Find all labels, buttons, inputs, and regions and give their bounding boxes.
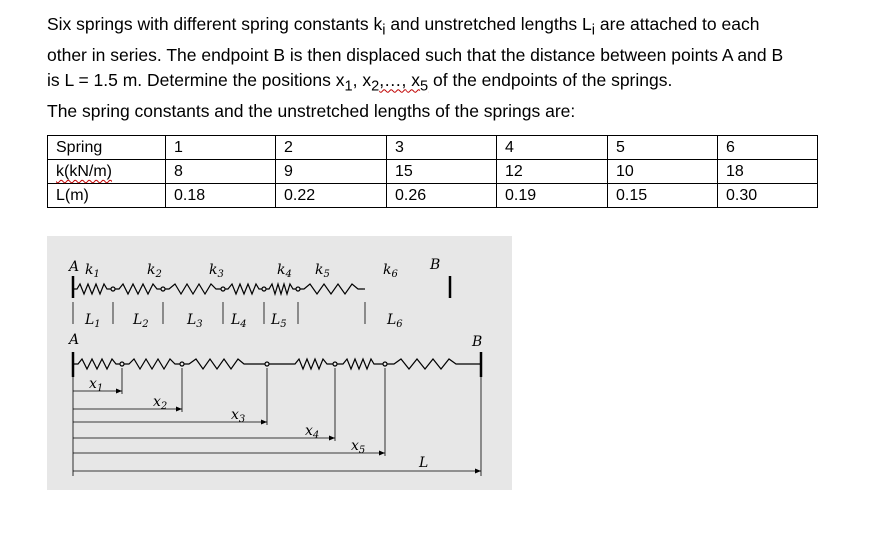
spring-6-unstretched <box>300 284 363 294</box>
joint <box>296 287 300 291</box>
table-cell: 0.22 <box>276 184 387 208</box>
x5-label: $x_5$ <box>351 438 366 456</box>
arrowhead <box>261 420 267 425</box>
spring-1-unstretched <box>73 284 111 294</box>
x1-label: $x_1$ <box>89 376 104 394</box>
table-cell: 9 <box>276 160 387 184</box>
arrowhead <box>329 436 335 441</box>
table-cell: 4 <box>497 136 608 160</box>
table-cell: Spring <box>48 136 166 160</box>
l1-label: $L_1$ <box>85 312 101 330</box>
table-row <box>48 136 818 160</box>
arrowhead <box>176 407 182 412</box>
k6-label: $k_6$ <box>383 262 398 280</box>
point-a-label: A <box>69 259 80 275</box>
joint <box>161 287 165 291</box>
k2-label: $k_2$ <box>147 262 162 280</box>
table-cell: 6 <box>718 136 818 160</box>
table-cell: 0.26 <box>387 184 497 208</box>
table-cell: 2 <box>276 136 387 160</box>
spellcheck-underlined-text: k(kN/m) <box>56 163 112 180</box>
joint-x4 <box>333 362 337 366</box>
spring-5-stretched <box>337 359 383 369</box>
k1-label: $k_1$ <box>85 262 100 280</box>
problem-line-2: other in series. The endpoint B is then displaced such that the distance between points A and B <box>47 45 784 66</box>
text-segment: , x <box>352 69 372 90</box>
spellcheck-underlined-text: ,…, <box>379 69 407 90</box>
table-cell: 0.19 <box>497 184 608 208</box>
table-cell: 8 <box>166 160 276 184</box>
spring-diagram <box>47 236 512 490</box>
k4-label: $k_4$ <box>277 262 292 280</box>
table-cell: 3 <box>387 136 497 160</box>
table-cell: 18 <box>718 160 818 184</box>
table-cell: L(m) <box>48 184 166 208</box>
joint <box>111 287 115 291</box>
joint-x5 <box>383 362 387 366</box>
table-cell: 0.18 <box>166 184 276 208</box>
spring-data-table <box>47 135 818 208</box>
arrowhead <box>116 389 122 394</box>
table-cell <box>48 160 166 184</box>
subscript: 5 <box>420 78 429 95</box>
table-cell: 0.30 <box>718 184 818 208</box>
joint <box>221 287 225 291</box>
spring-6-stretched <box>387 359 481 369</box>
point-b-label-top: B <box>430 257 441 273</box>
x2-label: $x_2$ <box>153 394 168 412</box>
point-b-label-bottom: B <box>472 334 483 350</box>
spring-4-unstretched <box>225 284 262 294</box>
problem-line-4: The spring constants and the unstretched lengths of the springs are: <box>47 100 576 121</box>
table-row <box>48 184 818 208</box>
table-cell: 5 <box>608 136 718 160</box>
k3-label: $k_3$ <box>209 262 224 280</box>
spring-3-unstretched <box>165 284 221 294</box>
subscript: 1 <box>344 78 353 95</box>
point-a-label-bottom: A <box>69 332 80 348</box>
text-segment: of the endpoints of the springs. <box>428 69 673 90</box>
spring-2-unstretched <box>115 284 161 294</box>
spring-3-stretched <box>184 359 265 369</box>
joint-x2 <box>180 362 184 366</box>
joint-x1 <box>120 362 124 366</box>
arrowhead <box>475 469 481 474</box>
l2-label: $L_2$ <box>133 312 149 330</box>
joint <box>262 287 266 291</box>
l4-label: $L_4$ <box>231 312 247 330</box>
spring-4-stretched <box>269 359 333 369</box>
text-segment: Six springs with different spring constants k <box>47 14 383 34</box>
x3-label: $x_3$ <box>231 407 246 425</box>
spring-1-stretched <box>73 359 120 369</box>
problem-line-1 <box>47 12 847 43</box>
spring-system-figure <box>47 236 512 490</box>
table-cell: 0.15 <box>608 184 718 208</box>
x4-label: $x_4$ <box>305 423 320 441</box>
text-segment: x <box>406 69 421 90</box>
table-cell: 1 <box>166 136 276 160</box>
l5-label: $L_5$ <box>271 312 287 330</box>
table-row <box>48 160 818 184</box>
l6-label: $L_6$ <box>387 312 403 330</box>
table-cell: 12 <box>497 160 608 184</box>
problem-line-3 <box>47 68 847 99</box>
text-segment: and unstretched lengths L <box>385 14 592 34</box>
text-segment: are attached to each <box>595 14 760 34</box>
text-segment: is L = 1.5 m. Determine the positions x <box>47 69 345 90</box>
table-cell: 10 <box>608 160 718 184</box>
l3-label: $L_3$ <box>187 312 203 330</box>
table-cell: 15 <box>387 160 497 184</box>
subscript: i <box>591 22 596 39</box>
spring-2-stretched <box>124 359 180 369</box>
joint-x3 <box>265 362 269 366</box>
spring-5-unstretched <box>266 284 296 294</box>
k5-label: $k_5$ <box>315 262 330 280</box>
spellcheck-underlined-text <box>406 69 429 95</box>
subscript: 2 <box>371 78 380 95</box>
total-length-label: L <box>419 455 429 471</box>
arrowhead <box>379 451 385 456</box>
problem-statement <box>47 12 847 123</box>
subscript: i <box>382 22 386 39</box>
